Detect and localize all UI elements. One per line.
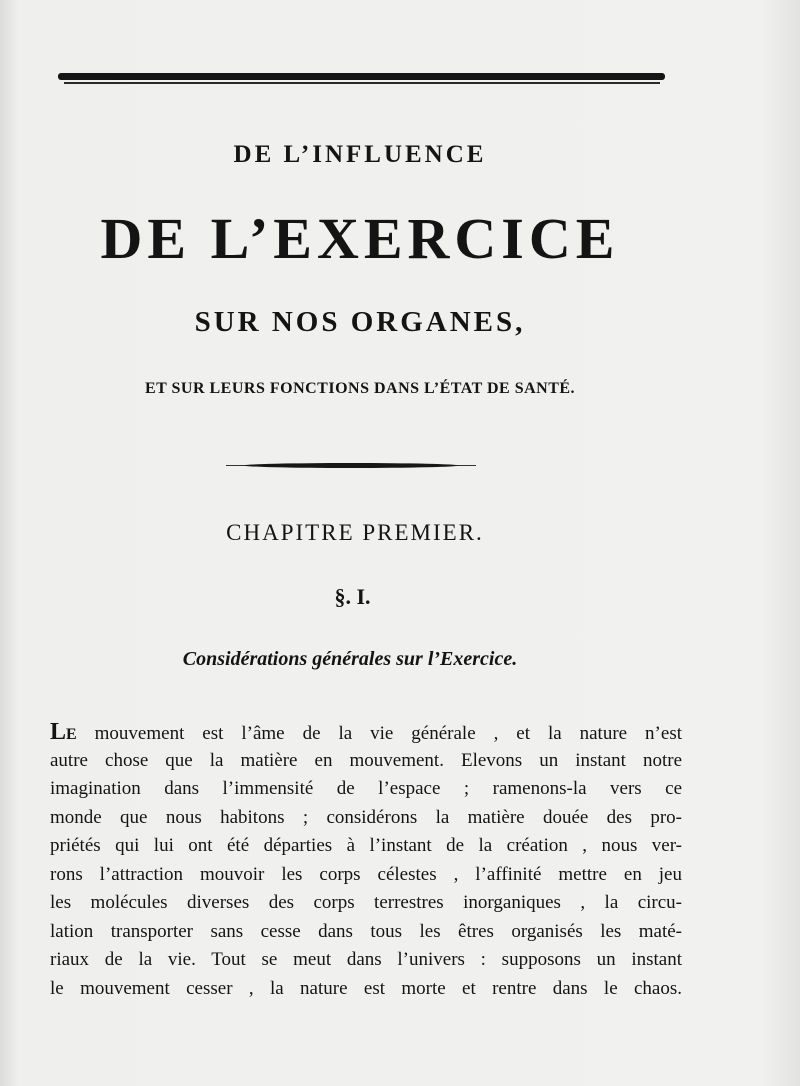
initial-letter: L — [50, 719, 67, 745]
first-line-text: mouvement est l’âme de la vie générale , et la nature n’est — [76, 723, 682, 744]
body-line: monde que nous habitons ; considérons la matière douée des pro- — [50, 806, 682, 828]
title-line-exercice: DE L’EXERCICE — [100, 206, 620, 271]
title-line-organes: SUR NOS ORGANES, — [194, 306, 526, 338]
initial-rest: E — [66, 726, 77, 743]
title-line-fonctions: ET SUR LEURS FONCTIONS DANS L’ÉTAT DE SANTÉ. — [144, 380, 576, 397]
body-line: priétés qui lui ont été départies à l’instant de la création , nous ver- — [50, 835, 682, 856]
body-line: le mouvement cesser , la nature est morte et rentre dans le chaos. — [50, 977, 682, 999]
section-number: §. I. — [334, 584, 371, 609]
body-line: riaux de la vie. Tout se meut dans l’univers : supposons un instant — [50, 949, 682, 970]
body-line: imagination dans l’immensité de l’espace ; ramenons-la vers ce — [50, 778, 682, 799]
body-paragraph — [50, 718, 682, 1003]
body-line: les molécules diverses des corps terrestres inorganiques , la circu- — [50, 892, 682, 913]
ornamental-rule — [226, 462, 476, 470]
chapter-title: CHAPITRE PREMIER. — [226, 520, 484, 545]
body-line: rons l’attraction mouvoir les corps célestes , l’affinité mettre en jeu — [50, 863, 682, 885]
body-line-1 — [50, 718, 682, 747]
title-line-influence: DE L’INFLUENCE — [233, 141, 487, 168]
top-double-rule — [58, 73, 665, 85]
body-line: lation transporter sans cesse dans tous les êtres organisés les maté- — [50, 920, 682, 942]
section-subtitle: Considérations générales sur l’Exercice. — [182, 648, 518, 670]
body-line: autre chose que la matière en mouvement. Elevons un instant notre — [50, 749, 682, 771]
